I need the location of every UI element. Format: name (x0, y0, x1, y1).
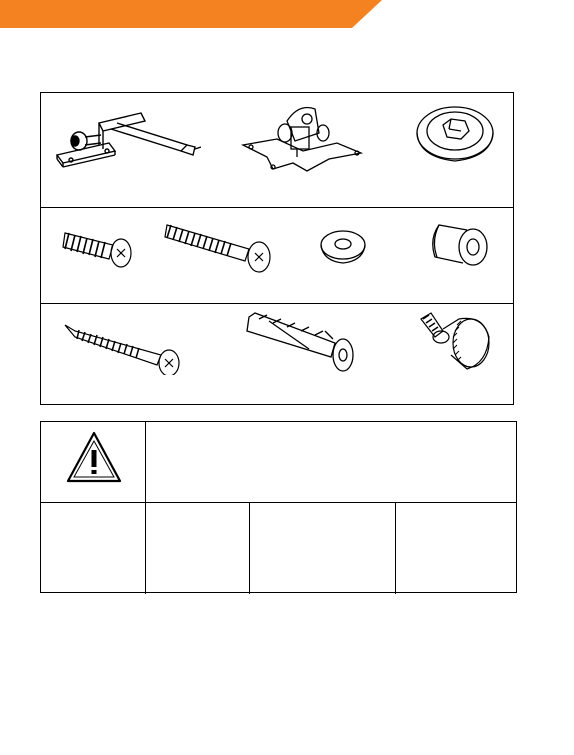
spacer-sleeve-icon (425, 217, 501, 281)
wall-anchor-icon (239, 309, 359, 379)
warning-table (40, 421, 517, 593)
cell-divider (395, 502, 396, 594)
row-divider (41, 303, 513, 304)
parts-list-box (40, 92, 514, 405)
cell-divider (249, 502, 250, 594)
warning-triangle-icon (65, 430, 123, 486)
rubber-grommet-icon (409, 101, 499, 171)
flat-washer-icon (315, 227, 375, 269)
row-divider (41, 207, 513, 208)
header-banner (0, 0, 574, 40)
wood-screw-icon (61, 315, 191, 375)
ceiling-bracket-icon (237, 97, 367, 183)
cell-divider (41, 502, 516, 503)
tilt-mount-arm-icon (51, 103, 201, 183)
cell-divider (145, 502, 146, 594)
long-screw-icon (161, 211, 281, 275)
thumb-screw-icon (413, 307, 503, 387)
cell-divider (145, 422, 146, 502)
short-screw-icon (57, 219, 137, 275)
